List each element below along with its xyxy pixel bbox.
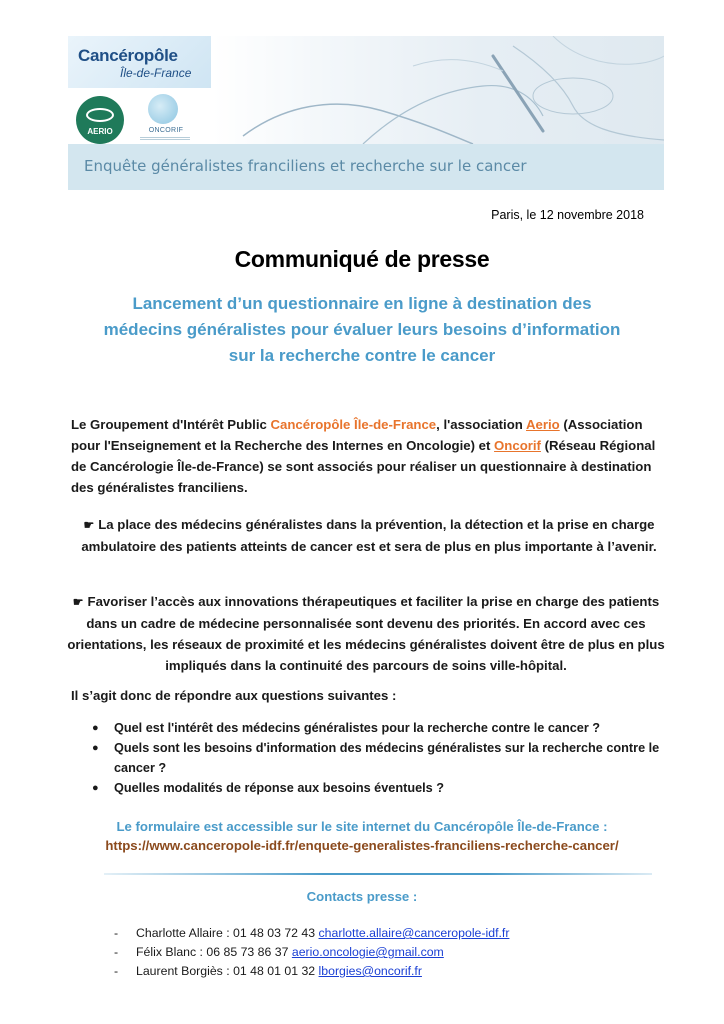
subtitle-line: Lancement d’un questionnaire en ligne à destination des	[132, 294, 592, 313]
questions-list	[92, 718, 672, 798]
questions-intro: Il s’agit donc de répondre aux questions suivantes :	[71, 688, 397, 703]
canceropole-logo	[68, 36, 211, 88]
contact-email-link[interactable]: charlotte.allaire@canceropole-idf.fr	[318, 926, 510, 940]
list-item	[92, 718, 672, 738]
intro-text: , l'association	[436, 417, 526, 432]
intro-text: (Réseau Régional de Cancérologie Île-de-France) se sont associés pour réaliser un questionnaire à destination des généralistes franciliens.	[71, 438, 656, 495]
header-banner	[68, 36, 664, 190]
oncorif-logo-text: ONCORIF	[148, 127, 184, 134]
pointing-hand-icon: ☛	[83, 518, 95, 532]
contact-item	[114, 924, 509, 943]
list-item	[92, 738, 672, 778]
question-text: Quel est l'intérêt des médecins généralistes pour la recherche contre le cancer ?	[114, 721, 601, 735]
banner-title: Enquête généralistes franciliens et recherche sur le cancer	[84, 157, 527, 175]
subtitle-line: médecins généralistes pour évaluer leurs besoins d’information	[103, 320, 621, 339]
point-text: Favoriser l’accès aux innovations thérapeutiques et faciliter la prise en charge des patients dans un cadre de médecine personnalisée sont devenu des priorités. En accord avec ces orientations, les réseaux de proximité et les médecins généralistes doivent être de plus en plus impliqués dans la continuité des parcours de soins ville-hôpital.	[67, 594, 665, 673]
banner-photo	[213, 36, 664, 144]
aerio-link[interactable]: Aerio	[526, 417, 560, 432]
contact-email-link[interactable]: lborgies@oncorif.fr	[318, 964, 422, 978]
form-text: Le formulaire est accessible sur le site internet du Cancéropôle Île-de-France :	[116, 819, 608, 834]
pointing-hand-icon: ☛	[72, 595, 84, 609]
subtitle	[60, 291, 664, 369]
dash-icon: -	[114, 945, 119, 959]
point-text: La place des médecins généralistes dans la prévention, la détection et la prise en charge ambulatoire des patients atteints de cancer est et sera de plus en plus importante à l’avenir.	[81, 517, 657, 554]
aerio-logo-text: AERIO	[87, 127, 113, 136]
oncorif-logo	[148, 94, 178, 124]
place-date: Paris, le 12 novembre 2018	[491, 208, 644, 222]
contact-name-phone: Félix Blanc : 06 85 73 86 37	[136, 945, 292, 959]
contact-item	[114, 962, 509, 981]
intro-text: Le Groupement d'Intérêt Public	[71, 417, 271, 432]
oncorif-link[interactable]: Oncorif	[494, 438, 541, 453]
divider	[104, 873, 652, 875]
intro-text: (Association pour l'Enseignement et la Recherche des Internes en Oncologie) et	[71, 417, 643, 453]
point-paragraph-2	[66, 591, 666, 676]
oncorif-tagline-lines	[134, 136, 196, 141]
contacts-list	[114, 924, 509, 981]
point-paragraph-1	[78, 514, 660, 557]
banner-title-band	[68, 144, 664, 190]
bullet-icon: ●	[92, 742, 99, 754]
canceropole-logo-text: Cancéropôle	[78, 46, 178, 65]
list-item	[92, 778, 672, 798]
intro-paragraph	[71, 414, 669, 498]
subtitle-line: sur la recherche contre le cancer	[228, 346, 496, 365]
contact-item	[114, 943, 509, 962]
page-title: Communiqué de presse	[234, 246, 490, 272]
aerio-logo	[76, 96, 124, 144]
contact-email-link[interactable]: aerio.oncologie@gmail.com	[291, 945, 444, 959]
dash-icon: -	[114, 926, 119, 940]
contacts-title: Contacts presse :	[306, 889, 418, 904]
canceropole-link[interactable]: Cancéropôle Île-de-France	[270, 417, 437, 432]
form-url-link[interactable]: https://www.canceropole-idf.fr/enquete-generalistes-franciliens-recherche-cancer/	[105, 838, 619, 853]
hand-writing-illustration	[213, 36, 664, 144]
dash-icon: -	[114, 964, 119, 978]
question-text: Quels sont les besoins d'information des médecins généralistes sur la recherche contre le cancer ?	[114, 741, 660, 775]
eye-icon	[86, 108, 114, 122]
contact-name-phone: Laurent Borgiès : 01 48 01 01 32	[136, 964, 319, 978]
bullet-icon: ●	[92, 782, 99, 794]
canceropole-logo-subtext: Île-de-France	[120, 66, 192, 80]
bullet-icon: ●	[92, 722, 99, 734]
question-text: Quelles modalités de réponse aux besoins éventuels ?	[114, 781, 444, 795]
contact-name-phone: Charlotte Allaire : 01 48 03 72 43	[136, 926, 319, 940]
